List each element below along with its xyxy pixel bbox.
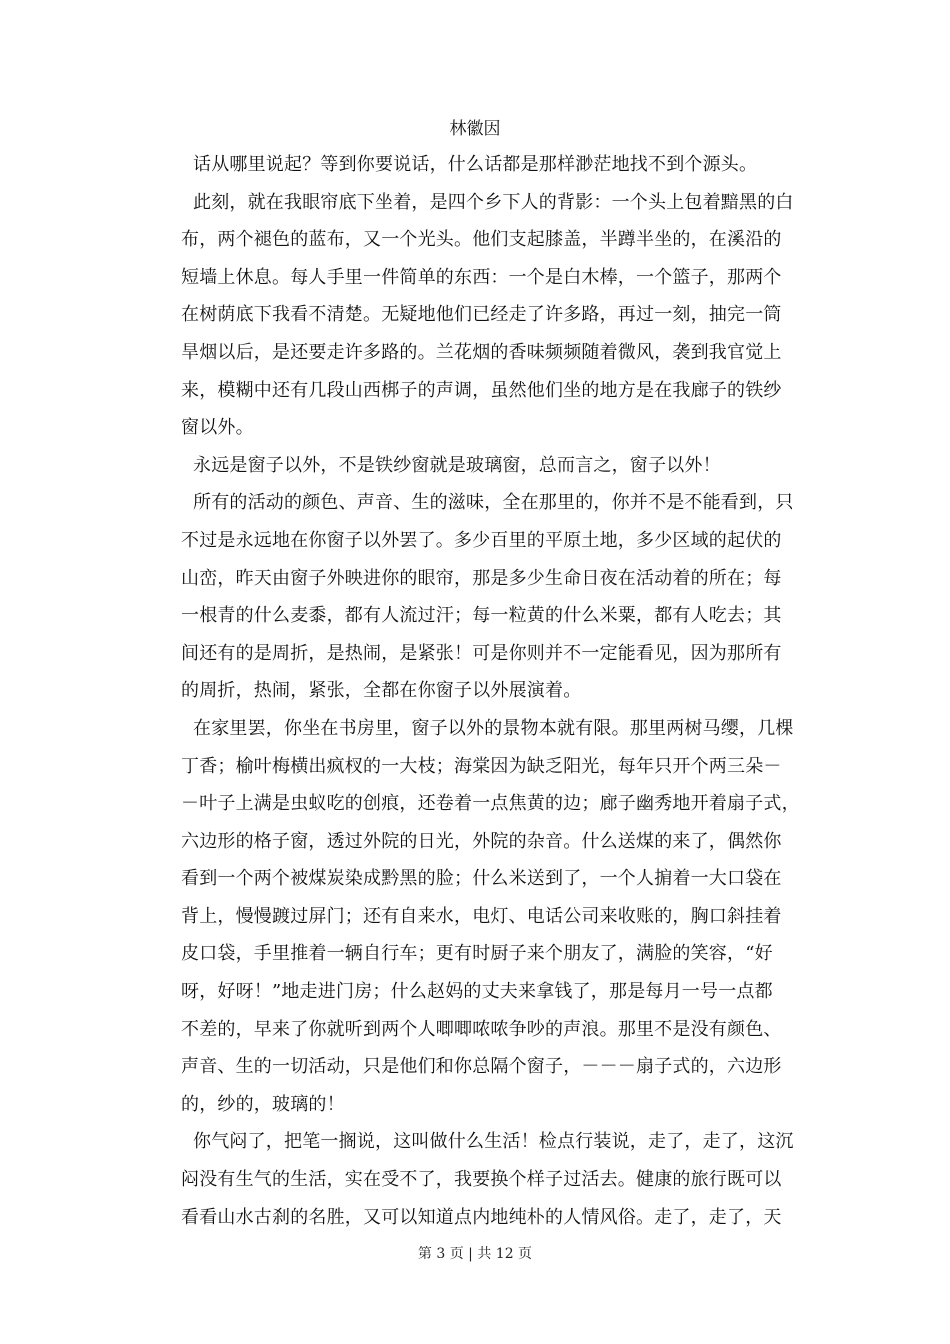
text-line: 六边形的格子窗，透过外院的日光，外院的杂音。什么送煤的来了，偶然你 (181, 830, 782, 852)
article-body (169, 146, 819, 1236)
text-line: 声音、生的一切活动，只是他们和你总隔个窗子，－－－扇子式的，六边形 (181, 1056, 782, 1078)
text-line: 的，纱的，玻璃的！ (181, 1093, 345, 1115)
text-line: 在树荫底下我看不清楚。无疑地他们已经走了许多路，再过一刻，抽完一筒 (181, 304, 782, 326)
page-footer: 第 3 页 | 共 12 页 (417, 1246, 533, 1262)
text-line: 永远是窗子以外，不是铁纱窗就是玻璃窗，总而言之，窗子以外！ (193, 454, 721, 476)
text-line: －叶子上满是虫蚁吃的创痕，还卷着一点焦黄的边；廊子幽秀地开着扇子式， (181, 793, 800, 815)
text-line: 呀，好呀！”地走进门房；什么赵妈的丈夫来拿钱了，那是每月一号一点都 (181, 981, 773, 1003)
paragraph-1 (169, 146, 819, 184)
text-line: 你气闷了，把笔一搁说，这叫做什么生活！检点行装说，走了，走了，这沉 (193, 1131, 794, 1153)
text-line: 的周折，热闹，紧张，全都在你窗子以外展演着。 (181, 680, 582, 702)
text-line: 丁香；榆叶梅横出疯杈的一大枝；海棠因为缺乏阳光，每年只开个两三朵－ (181, 755, 782, 777)
text-line: 旱烟以后，是还要走许多路的。兰花烟的香味频频随着微风，袭到我官觉上 (181, 341, 782, 363)
paragraph-2 (169, 184, 819, 447)
paragraph-4 (169, 484, 819, 710)
text-line: 一根青的什么麦黍，都有人流过汗；每一粒黄的什么米粟，都有人吃去；其 (181, 605, 782, 627)
paragraph-5 (169, 710, 819, 1124)
text-line: 皮口袋，手里推着一辆自行车；更有时厨子来个朋友了，满脸的笑容，“好 (181, 943, 773, 965)
text-line: 背上，慢慢踱过屏门；还有自来水，电灯、电话公司来收账的，胸口斜挂着 (181, 905, 782, 927)
text-line: 窗以外。 (181, 417, 254, 439)
text-line: 不过是永远地在你窗子以外罢了。多少百里的平原土地，多少区域的起伏的 (181, 529, 782, 551)
paragraph-6 (169, 1123, 819, 1236)
text-line: 短墙上休息。每人手里一件简单的东西：一个是白木棒，一个篮子，那两个 (181, 266, 782, 288)
text-line: 所有的活动的颜色、声音、生的滋味，全在那里的，你并不是不能看到，只 (193, 492, 794, 514)
text-line: 来，模糊中还有几段山西梆子的声调，虽然他们坐的地方是在我廊子的铁纱 (181, 379, 782, 401)
text-line: 不差的，早来了你就听到两个人唧唧哝哝争吵的声浪。那里不是没有颜色、 (181, 1018, 782, 1040)
text-line: 看到一个两个被煤炭染成黔黑的脸；什么米送到了，一个人掮着一大口袋在 (181, 868, 782, 890)
text-line: 布，两个褪色的蓝布，又一个光头。他们支起膝盖，半蹲半坐的，在溪沿的 (181, 229, 782, 251)
text-line: 闷没有生气的生活，实在受不了，我要换个样子过活去。健康的旅行既可以 (181, 1169, 782, 1191)
text-line: 此刻，就在我眼帘底下坐着，是四个乡下人的背影：一个头上包着黯黑的白 (193, 191, 794, 213)
paragraph-3 (169, 447, 819, 485)
text-line: 在家里罢，你坐在书房里，窗子以外的景物本就有限。那里两树马缨，几棵 (193, 717, 794, 739)
text-line: 间还有的是周折，是热闹，是紧张！可是你则并不一定能看见，因为那所有 (181, 642, 782, 664)
author-title: 林徽因 (449, 119, 501, 139)
text-line: 山峦，昨天由窗子外映进你的眼帘，那是多少生命日夜在活动着的所在；每 (181, 567, 782, 589)
text-line: 看看山水古刹的名胜，又可以知道点内地纯朴的人情风俗。走了，走了，天 (181, 1206, 782, 1228)
text-line: 话从哪里说起？等到你要说话，什么话都是那样渺茫地找不到个源头。 (193, 154, 758, 175)
